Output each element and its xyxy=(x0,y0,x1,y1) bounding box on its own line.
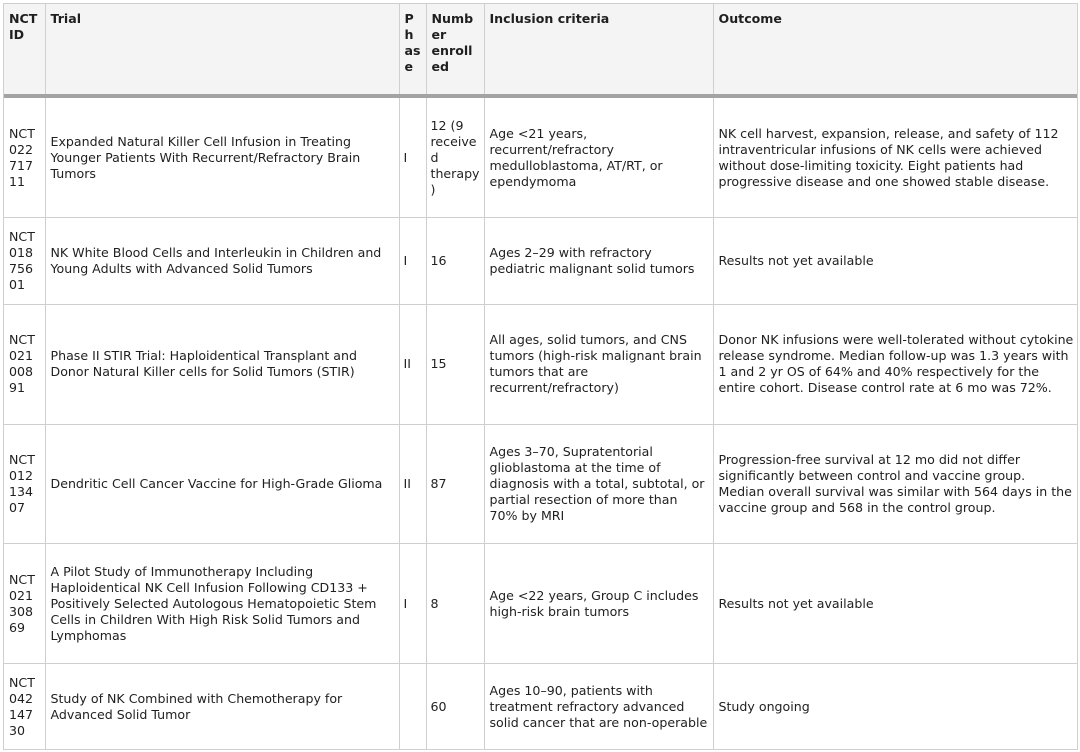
cell-nct-id: NCT04214730 xyxy=(4,664,45,749)
trials-table-container xyxy=(3,3,1078,750)
cell-trial: Phase II STIR Trial: Haploidentical Transplant and Donor Natural Killer cells for Solid Tumors (STIR) xyxy=(45,304,399,424)
cell-number-enrolled: 8 xyxy=(426,544,484,664)
cell-phase: II xyxy=(399,304,426,424)
clinical-trials-table xyxy=(4,4,1078,749)
table-row xyxy=(4,96,1078,218)
header-inclusion-criteria: Inclusion criteria xyxy=(484,4,713,96)
cell-phase: I xyxy=(399,218,426,304)
cell-outcome: Results not yet available xyxy=(718,253,874,269)
cell-trial: Study of NK Combined with Chemotherapy for Advanced Solid Tumor xyxy=(45,664,399,749)
table-row xyxy=(4,218,1078,304)
table-row xyxy=(4,664,1078,749)
header-row xyxy=(4,4,1078,96)
cell-outcome: Donor NK infusions were well-tolerated without cytokine release syndrome. Median follow-up was 1.3 years with 1 and 2 yr OS of 64% and 40% respectively for the entire cohort. Disease control rate at 6 mo was 72%. xyxy=(718,332,1074,396)
cell-inclusion-criteria: Ages 3–70, Supratentorial glioblastoma at the time of diagnosis with a total, subtotal, or partial resection of more than 70% by MRI xyxy=(484,424,713,544)
table-row xyxy=(4,424,1078,544)
cell-number-enrolled: 16 xyxy=(426,218,484,304)
cell-phase: I xyxy=(399,96,426,218)
header-nct-id: NCT ID xyxy=(4,4,45,96)
cell-number-enrolled: 15 xyxy=(426,304,484,424)
cell-outcome: Results not yet available xyxy=(718,595,874,611)
header-trial: Trial xyxy=(45,4,399,96)
cell-trial: Expanded Natural Killer Cell Infusion in Treating Younger Patients With Recurrent/Refractory Brain Tumors xyxy=(45,96,399,218)
table-row xyxy=(4,544,1078,664)
cell-inclusion-criteria: Age <22 years, Group C includes high-risk brain tumors xyxy=(484,544,713,664)
cell-number-enrolled: 60 xyxy=(426,664,484,749)
cell-outcome: Study ongoing xyxy=(718,698,810,714)
cell-inclusion-criteria: Ages 2–29 with refractory pediatric malignant solid tumors xyxy=(484,218,713,304)
cell-nct-id: NCT02100891 xyxy=(4,304,45,424)
cell-outcome: Progression-free survival at 12 mo did not differ significantly between control and vaccine group. Median overall survival was similar with 564 days in the vaccine group and 568 in the control group. xyxy=(718,451,1072,515)
cell-inclusion-criteria: Age <21 years, recurrent/refractory medulloblastoma, AT/RT, or ependymoma xyxy=(484,96,713,218)
cell-inclusion-criteria: Ages 10–90, patients with treatment refractory advanced solid cancer that are non-operable xyxy=(484,664,713,749)
cell-nct-id: NCT02271711 xyxy=(4,96,45,218)
header-outcome: Outcome xyxy=(713,4,1078,96)
table-body xyxy=(4,96,1078,749)
table-header xyxy=(4,4,1078,96)
cell-nct-id: NCT01213407 xyxy=(4,424,45,544)
cell-number-enrolled: 87 xyxy=(426,424,484,544)
cell-trial: A Pilot Study of Immunotherapy Including Haploidentical NK Cell Infusion Following CD133 + Positively Selected Autologous Hematopoietic Stem Cells in Children With High Risk Solid Tumors and Lymphomas xyxy=(45,544,399,664)
cell-trial: NK White Blood Cells and Interleukin in Children and Young Adults with Advanced Solid Tumors xyxy=(45,218,399,304)
cell-inclusion-criteria: All ages, solid tumors, and CNS tumors (high-risk malignant brain tumors that are recurrent/refractory) xyxy=(484,304,713,424)
table-row xyxy=(4,304,1078,424)
cell-nct-id: NCT01875601 xyxy=(4,218,45,304)
cell-phase xyxy=(399,664,426,749)
cell-phase: II xyxy=(399,424,426,544)
header-phase: Phase xyxy=(399,4,426,96)
cell-phase: I xyxy=(399,544,426,664)
cell-number-enrolled: 12 (9 received therapy) xyxy=(426,96,484,218)
cell-outcome: NK cell harvest, expansion, release, and safety of 112 intraventricular infusions of NK cells were achieved without dose-limiting toxicity. Eight patients had progressive disease and one showed stable disease. xyxy=(718,125,1059,189)
cell-trial: Dendritic Cell Cancer Vaccine for High-Grade Glioma xyxy=(45,424,399,544)
header-number-enrolled: Number enrolled xyxy=(426,4,484,96)
cell-nct-id: NCT02130869 xyxy=(4,544,45,664)
